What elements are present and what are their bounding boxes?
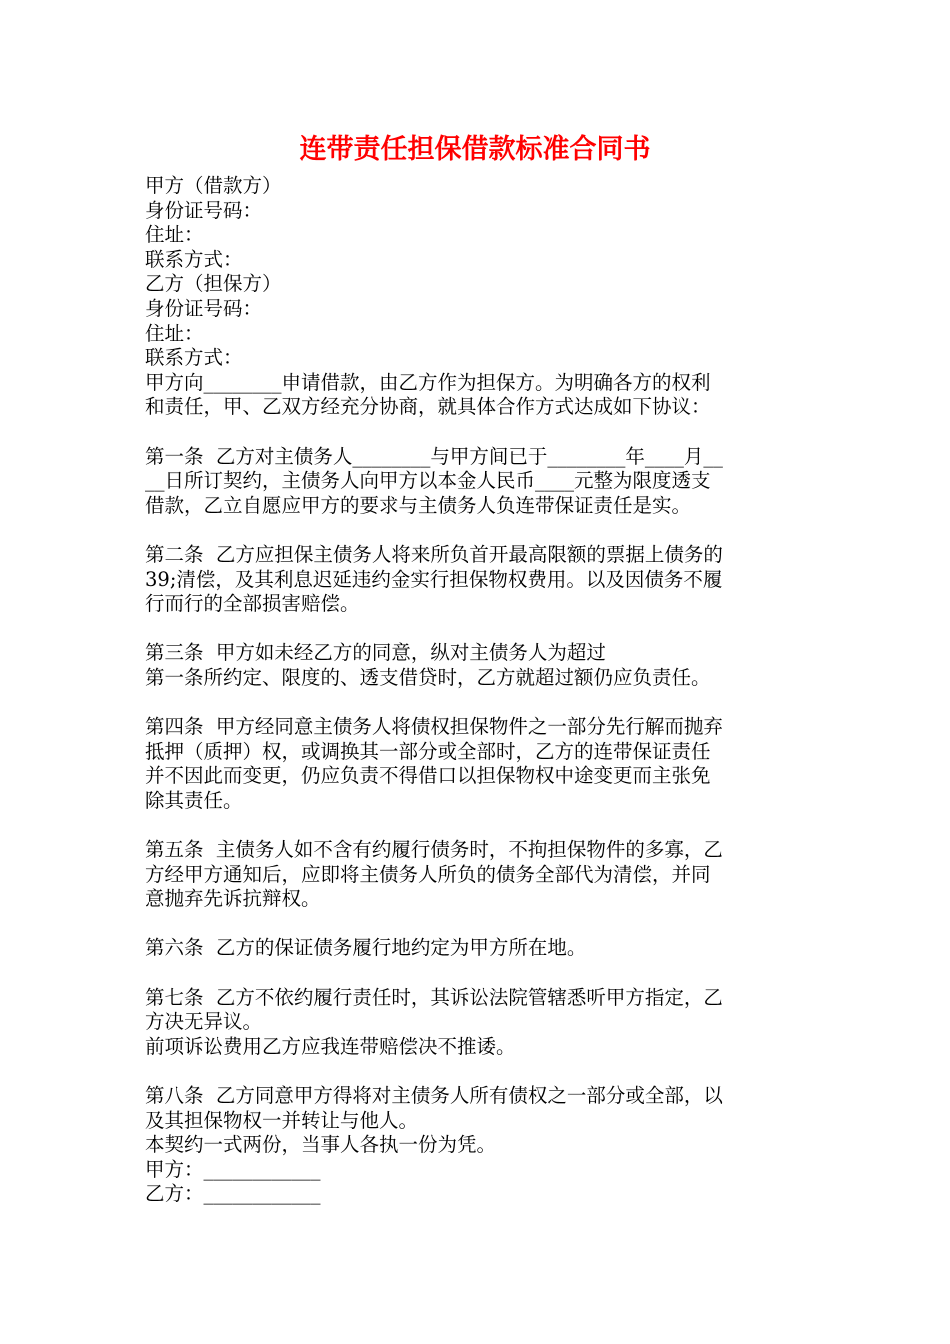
party-info-block bbox=[145, 174, 810, 371]
document-title: 连带责任担保借款标准合同书 bbox=[299, 134, 651, 165]
party-b-heading: 乙方（担保方） bbox=[145, 272, 282, 296]
party-b-address-label: 住址： bbox=[145, 321, 204, 345]
article-7 bbox=[145, 986, 810, 1060]
paragraph-spacer bbox=[145, 813, 810, 838]
paragraph-line: 并不因此而变更，仍应负责不得借口以担保物权中途变更而主张免 bbox=[145, 764, 711, 788]
party-a-heading: 甲方（借款方） bbox=[145, 174, 282, 197]
article-2 bbox=[145, 543, 810, 617]
paragraph-spacer bbox=[145, 518, 810, 543]
paragraph-line: 和责任，甲、乙双方经充分协商，就具体合作方式达成如下协议： bbox=[145, 395, 711, 419]
paragraph-line: 第八条 乙方同意甲方得将对主债务人所有债权之一部分或全部，以 bbox=[145, 1083, 723, 1107]
paragraph-line: 本契约一式两份，当事人各执一份为凭。 bbox=[145, 1133, 497, 1157]
paragraph-line: 第六条 乙方的保证债务履行地约定为甲方所在地。 bbox=[145, 936, 587, 960]
paragraph-line: 第五条 主债务人如不含有约履行债务时，不拘担保物件的多寡，乙 bbox=[145, 838, 723, 862]
paragraph-spacer bbox=[145, 1059, 810, 1084]
party-b-contact-label: 联系方式： bbox=[145, 346, 243, 370]
party-b-id-label: 身份证号码： bbox=[145, 296, 263, 320]
article-3 bbox=[145, 641, 810, 690]
article-1 bbox=[145, 445, 810, 519]
article-8 bbox=[145, 1084, 810, 1158]
article-6 bbox=[145, 936, 810, 961]
paragraph-line: 方经甲方通知后，应即将主债务人所负的债务全部代为清偿，并同 bbox=[145, 862, 711, 886]
paragraph-line: 第七条 乙方不依约履行责任时，其诉讼法院管辖悉听甲方指定，乙 bbox=[145, 985, 723, 1009]
paragraph-spacer bbox=[145, 912, 810, 937]
party-a-contact-label: 联系方式： bbox=[145, 247, 243, 271]
party-a-id-label: 身份证号码： bbox=[145, 198, 263, 222]
paragraph-line: 借款，乙立自愿应甲方的要求与主债务人负连带保证责任是实。 bbox=[145, 493, 692, 517]
preamble-paragraph bbox=[145, 371, 810, 420]
paragraph-spacer bbox=[145, 617, 810, 642]
paragraph-line: __日所订契约，主债务人向甲方以本金人民币____元整为限度透支 bbox=[145, 469, 711, 493]
paragraph-line: 甲方向________申请借款，由乙方作为担保方。为明确各方的权利 bbox=[145, 370, 711, 394]
party-b-signature-line: 乙方：____________ bbox=[145, 1182, 321, 1206]
paragraph-line: 意抛弃先诉抗辩权。 bbox=[145, 887, 321, 911]
signature-block bbox=[145, 1158, 810, 1207]
paragraph-line: 前项诉讼费用乙方应我连带赔偿决不推诿。 bbox=[145, 1034, 516, 1058]
article-5 bbox=[145, 838, 810, 912]
paragraph-line: 第一条所约定、限度的、透支借贷时，乙方就超过额仍应负责任。 bbox=[145, 665, 711, 689]
paragraph-line: 第二条 乙方应担保主债务人将来所负首开最高限额的票据上债务的 bbox=[145, 542, 723, 566]
party-a-signature-line: 甲方：____________ bbox=[145, 1157, 321, 1181]
paragraph-line: 方决无异议。 bbox=[145, 1010, 263, 1034]
paragraph-line: 第一条 乙方对主债务人________与甲方间已于________年____月__ bbox=[145, 444, 723, 468]
paragraph-spacer bbox=[145, 690, 810, 715]
paragraph-line: 及其担保物权一并转让与他人。 bbox=[145, 1108, 419, 1132]
paragraph-spacer bbox=[145, 420, 810, 445]
party-a-address-label: 住址： bbox=[145, 223, 204, 247]
paragraph-line: 行而行的全部损害赔偿。 bbox=[145, 592, 360, 616]
paragraph-line: 除其责任。 bbox=[145, 788, 243, 812]
paragraph-line: 第三条 甲方如未经乙方的同意，纵对主债务人为超过 bbox=[145, 641, 606, 665]
paragraph-line: 39;清偿，及其利息迟延违约金实行担保物权费用。以及因债务不履 bbox=[145, 567, 723, 591]
paragraph-spacer bbox=[145, 961, 810, 986]
article-4 bbox=[145, 715, 810, 813]
paragraph-line: 第四条 甲方经同意主债务人将债权担保物件之一部分先行解而抛弃 bbox=[145, 715, 723, 739]
document-body bbox=[145, 174, 810, 1207]
paragraph-line: 抵押（质押）权，或调换其一部分或全部时，乙方的连带保证责任 bbox=[145, 739, 711, 763]
